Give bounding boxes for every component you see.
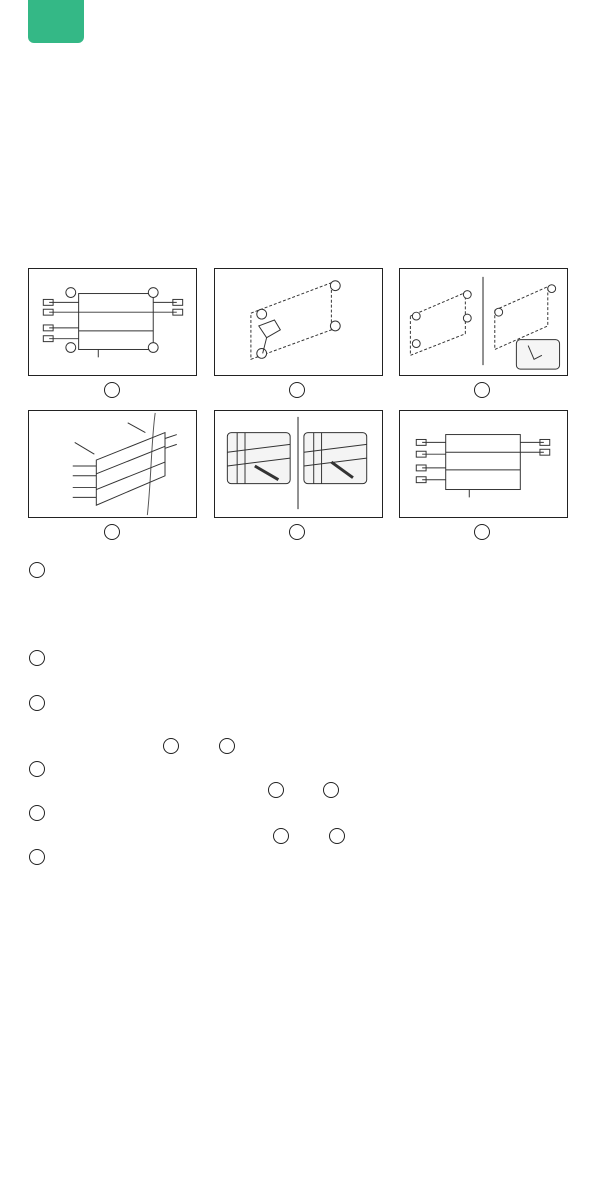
figure-marker-2 (289, 382, 305, 398)
step-marker-5 (29, 805, 45, 821)
figure-marker-3 (474, 382, 490, 398)
inline-ref-marker (219, 738, 235, 754)
step-marker-4 (29, 761, 45, 777)
figure-panel-1 (28, 268, 197, 376)
section-color-tab (28, 0, 84, 43)
step-marker-2 (29, 650, 45, 666)
figure-panel-2 (214, 268, 383, 376)
figure-panel-4 (28, 410, 197, 518)
step-marker-6 (29, 849, 45, 865)
figure-marker-6 (474, 524, 490, 540)
inline-ref-marker (273, 828, 289, 844)
figure-panel-6 (399, 410, 568, 518)
device-front-illustration (29, 269, 196, 375)
figure-marker-1 (104, 382, 120, 398)
step-marker-3 (29, 695, 45, 711)
wall-drilling-illustration (215, 269, 382, 375)
inline-ref-marker (268, 782, 284, 798)
step-marker-1 (29, 562, 45, 578)
inline-ref-marker (329, 828, 345, 844)
figure-marker-5 (289, 524, 305, 540)
screw-fastening-illustration (215, 411, 382, 517)
figure-panel-5 (214, 410, 383, 518)
figure-panel-3 (399, 268, 568, 376)
bracket-mounting-illustration (400, 269, 567, 375)
inline-ref-marker (323, 782, 339, 798)
device-hanging-illustration (29, 411, 196, 517)
mounted-device-illustration (400, 411, 567, 517)
inline-ref-marker (163, 738, 179, 754)
figure-marker-4 (104, 524, 120, 540)
